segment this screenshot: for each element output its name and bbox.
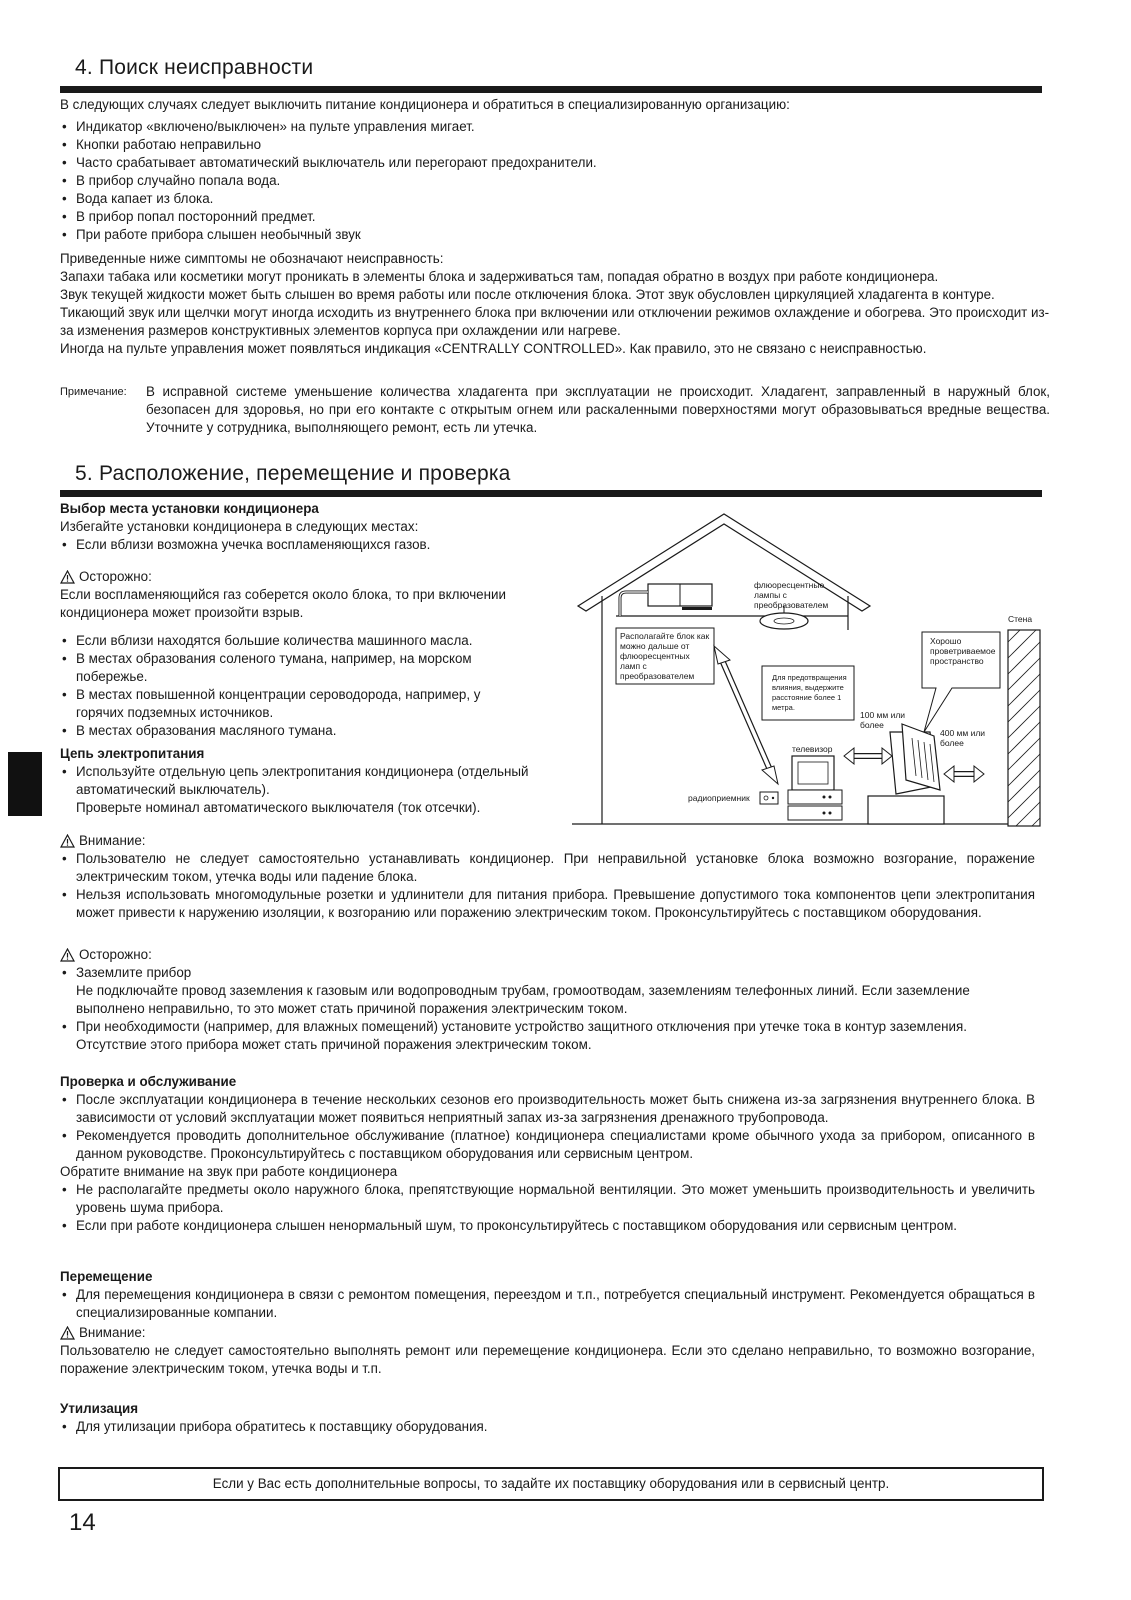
warning-triangle-icon <box>60 570 75 584</box>
symptom-item: Иногда на пульте управления может появляться индикация «CENTRALLY CONTROLLED». Как правило, это не связано с неисправностью. <box>60 341 927 356</box>
diagram-distance-label: Для предотвращения влияния, выдержите расстояние более 1 метра. <box>772 673 847 712</box>
check-block <box>60 1073 1035 1235</box>
symptoms-block <box>60 250 1050 358</box>
symptom-item: Звук текущей жидкости может быть слышен во время работы или после отключения блока. Этот звук обусловлен циркуляцией хладагента в контуре. <box>60 287 995 302</box>
caution1-block <box>60 568 530 622</box>
list-item: • Рекомендуется проводить дополнительное обслуживание (платное) кондиционера специалистами кроме обычного ухода за прибором, описанного в данном руководстве. Проконсультируйтесь с поставщиком оборудования или сервисным центром. <box>60 1127 1035 1163</box>
list-item: • Кнопки работаю неправильно <box>60 136 1040 154</box>
ground-bullet-text: Заземлите прибор <box>76 965 192 980</box>
list-item: • Если вблизи находятся большие количества машинного масла. <box>60 632 530 650</box>
list-item: • Пользователю не следует самостоятельно устанавливать кондиционер. При неправильной установке блока возможно возгорание, поражение электрическим током, утечка воды или падение блока. <box>60 850 1035 886</box>
section4-intro: В следующих случаях следует выключить питание кондиционера и обратиться в специализированную организацию: <box>60 97 790 112</box>
caution2-block <box>60 946 1035 1054</box>
warning1-block <box>60 832 1035 922</box>
note-label: Примечание: <box>60 386 127 398</box>
warning-triangle-icon <box>60 948 75 962</box>
list-item: • В прибор попал посторонний предмет. <box>60 208 1040 226</box>
section4-rule <box>60 86 1042 93</box>
diagram-400mm-label: 400 мм или более <box>940 728 986 748</box>
side-tab-marker <box>8 752 42 816</box>
symptom-item: Тикающий звук или щелчки могут иногда исходить из внутреннего блока при включении или отключении режимов охлаждение и обогрева. Это происходит из-за изменения размеров конструктивных элементов корпуса при охлаждении или нагреве. <box>60 305 1050 338</box>
list-item: • В местах повышенной концентрации сероводорода, например, у горячих подземных источников. <box>60 686 530 722</box>
sound-heading: Обратите внимание на звук при работе кондиционера <box>60 1164 398 1179</box>
list-item: • Для перемещения кондиционера в связи с ремонтом помещения, переездом и т.п., потребуется специальный инструмент. Рекомендуется обращаться в специализированные компании. <box>60 1286 1035 1322</box>
section5-rule <box>60 490 1042 497</box>
caution1-text: Если воспламеняющийся газ соберется около блока, то при включении кондиционера может произойти взрыв. <box>60 587 506 620</box>
check-heading: Проверка и обслуживание <box>60 1074 237 1089</box>
list-item: • В прибор случайно попала вода. <box>60 172 1040 190</box>
warning2-label: Внимание: <box>79 1325 146 1340</box>
power-bullet-text: Используйте отдельную цепь электропитания кондиционера (отдельный автоматический выключатель). <box>76 764 529 797</box>
util-heading: Утилизация <box>60 1401 139 1416</box>
list-item: • При необходимости (например, для влажных помещений) установите устройство защитного отключения при утечке тока в контур заземления. Отсутствие этого прибора может стать причиной поражения электрическим током. <box>60 1018 1035 1054</box>
move-heading: Перемещение <box>60 1269 153 1284</box>
list-item: • При работе прибора слышен необычный звук <box>60 226 1040 244</box>
move-block <box>60 1268 1035 1378</box>
list-item <box>60 964 1035 1018</box>
list-item: • После эксплуатации кондиционера в течение нескольких сезонов его производительность может быть снижена из-за загрязнения внутреннего блока. В зависимости от условий эксплуатации может появиться неприятный запах из-за загрязнения дренажного трубопровода. <box>60 1091 1035 1127</box>
list-item: • Если при работе кондиционера слышен ненормальный шум, то проконсультируйтесь с поставщиком оборудования или сервисным центром. <box>60 1217 1035 1235</box>
footer-note-box <box>58 1467 1044 1501</box>
warning2-text: Пользователю не следует самостоятельно выполнять ремонт или перемещение кондиционера. Если это сделано неправильно, то возможно возгорание, поражение электрическим током, утечка воды и т.п. <box>60 1343 1035 1376</box>
warning-triangle-icon <box>60 1326 75 1340</box>
diagram-100mm-label: 100 мм или более <box>860 710 906 730</box>
note-text: В исправной системе уменьшение количества хладагента при эксплуатации не происходит. Хладагент, заправленный в наружный блок, безопасен для здоровья, но при его контакте с открытым огнем или раскаленными поверхностями могут образовываться вредные вещества. Уточните у сотрудника, выполняющего ремонт, есть ли утечка. <box>146 384 1050 435</box>
radio <box>760 792 778 804</box>
diagram-tv-label: телевизор <box>792 744 833 754</box>
list-item: • В местах образования масляного тумана. <box>60 722 530 740</box>
caution2-label: Осторожно: <box>79 947 152 962</box>
diagram-ventilated-label: Хорошо проветриваемое пространство <box>930 636 996 666</box>
list-item: • В местах образования соленого тумана, например, на морском побережье. <box>60 650 530 686</box>
section4-title: 4. Поиск неисправности <box>75 56 314 79</box>
diagram-place-far-label: Располагайте блок как можно дальше от флюоресцентных ламп с преобразователем <box>620 631 710 681</box>
list-item: • Индикатор «включено/выключен» на пульте управления мигает. <box>60 118 1040 136</box>
section5-title: 5. Расположение, перемещение и проверка <box>75 462 511 485</box>
placement-heading: Выбор места установки кондиционера <box>60 501 319 516</box>
symptoms-heading: Приведенные ниже симптомы не обозначают неисправность: <box>60 251 444 266</box>
symptom-item: Запахи табака или косметики могут проникать в элементы блока и задерживаться там, попадая обратно в воздух при работе кондиционера. <box>60 269 939 284</box>
footer-note: Если у Вас есть дополнительные вопросы, то задайте их поставщику оборудования или в сервисный центр. <box>212 1476 890 1491</box>
list-item: • Часто срабатывает автоматический выключатель или перегорают предохранители. <box>60 154 1040 172</box>
list-item <box>60 763 550 817</box>
warning1-label: Внимание: <box>79 833 146 848</box>
list-item: • Нельзя использовать многомодульные розетки и удлинители для питания прибора. Превышение допустимого тока компонентов цепи электропитания может привести к наружению изоляции, к возгоранию или поражению электрическим током. Проконсультируйтесь с поставщиком оборудования. <box>60 886 1035 922</box>
list-item: • Если вблизи возможна учечка воспламеняющихся газов. <box>60 536 560 554</box>
diagram-radio-label: радиоприемник <box>688 793 750 803</box>
list-item: • Для утилизации прибора обратитесь к поставщику оборудования. <box>60 1418 1035 1436</box>
power-block <box>60 745 550 817</box>
diagram-fluor-label: флюоресцентные лампы с преобразователем <box>754 580 829 610</box>
diagram-wall-label: Стена <box>1008 614 1033 624</box>
caution1-label: Осторожно: <box>79 569 152 584</box>
ground-sub-text: Не подключайте провод заземления к газовым или водопроводным трубам, громоотводам, заземлениям телефонных линий. Если заземление выполнено неправильно, то это может стать причиной поражения электрическим током. <box>76 983 970 1016</box>
placement-intro: Избегайте установки кондиционера в следующих местах: <box>60 519 419 534</box>
list-item: • Не располагайте предметы около наружного блока, препятствующие нормальной вентиляции. Это может уменьшить производительность и увеличить уровень шума прибора. <box>60 1181 1035 1217</box>
util-block <box>60 1400 1035 1436</box>
power-heading: Цепь электропитания <box>60 746 205 761</box>
page-number: 14 <box>69 1509 96 1536</box>
warning-triangle-icon <box>60 834 75 848</box>
placement-bullets <box>60 632 530 740</box>
wall <box>1008 630 1040 826</box>
power-sub-text: Проверьте номинал автоматического выключателя (ток отсечки). <box>76 800 481 815</box>
list-item: • Вода капает из блока. <box>60 190 1040 208</box>
section4-bullets <box>60 118 1040 244</box>
placement-column <box>60 500 560 554</box>
